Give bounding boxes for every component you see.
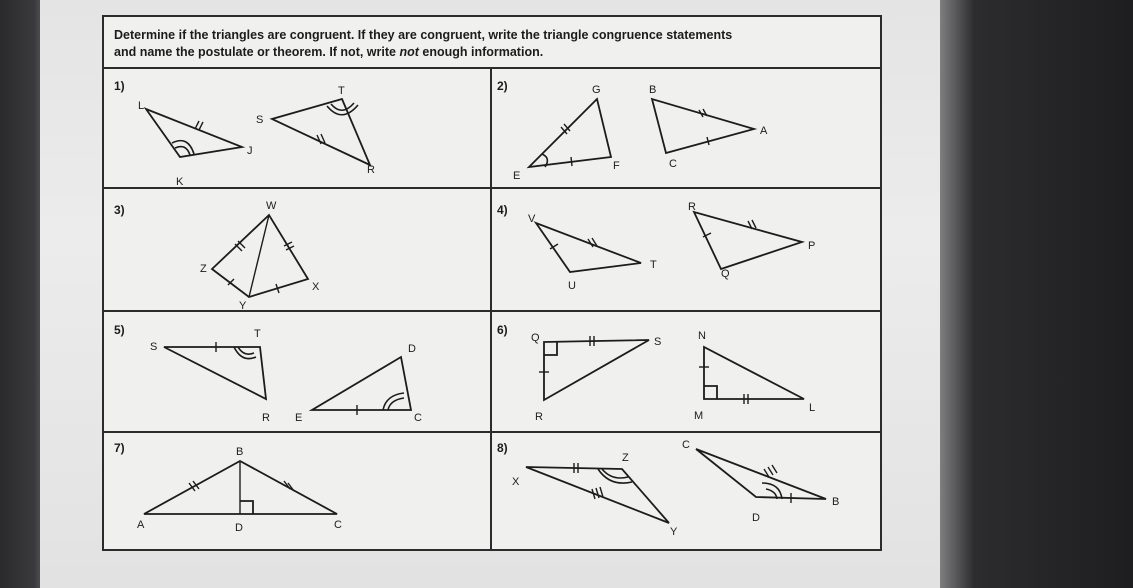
label-C: C — [682, 439, 690, 451]
label-B: B — [236, 446, 244, 458]
label-L: L — [809, 402, 816, 414]
label-S: S — [654, 336, 662, 348]
instructions-line-1: Determine if the triangles are congruent. If they are congruent, write the triangle congruence statements — [114, 28, 733, 42]
label-R: R — [535, 411, 543, 423]
problem-7-number: 7) — [114, 441, 125, 455]
triangle-figures — [104, 17, 884, 553]
label-C: C — [669, 158, 677, 170]
label-G: G — [592, 84, 601, 96]
problem-1-number: 1) — [114, 79, 125, 93]
label-D: D — [408, 343, 416, 355]
problem-1-figure — [138, 85, 375, 188]
problem-4-number: 4) — [497, 203, 508, 217]
label-L: L — [138, 100, 145, 112]
problem-2-number: 2) — [497, 79, 508, 93]
label-S: S — [256, 114, 264, 126]
label-D: D — [235, 522, 243, 534]
problem-6-figure — [531, 330, 815, 423]
problem-5-figure — [150, 328, 422, 424]
label-B: B — [649, 84, 657, 96]
label-K: K — [176, 176, 184, 188]
label-T: T — [650, 259, 657, 271]
instructions-line-2-italic: not — [399, 45, 419, 59]
label-D: D — [752, 512, 760, 524]
label-E: E — [513, 170, 521, 182]
label-A: A — [760, 125, 768, 137]
label-F: F — [613, 160, 620, 172]
label-Q: Q — [531, 332, 540, 344]
label-V: V — [528, 213, 536, 225]
label-M: M — [694, 410, 704, 422]
label-A: A — [137, 519, 145, 531]
label-W: W — [266, 200, 277, 212]
problem-3-number: 3) — [114, 203, 125, 217]
problem-4-figure — [528, 201, 815, 292]
label-B: B — [832, 496, 840, 508]
label-Z: Z — [622, 452, 629, 464]
label-N: N — [698, 330, 706, 342]
instructions-line-2-prefix: and name the postulate or theorem. If not, write — [114, 45, 400, 59]
label-S: S — [150, 341, 158, 353]
label-C: C — [414, 412, 422, 424]
label-U: U — [568, 280, 576, 292]
problem-8-number: 8) — [497, 441, 508, 455]
label-Q: Q — [721, 268, 730, 280]
label-Y: Y — [670, 526, 678, 538]
label-E: E — [295, 412, 303, 424]
problem-5-number: 5) — [114, 323, 125, 337]
problem-3-figure — [200, 200, 320, 312]
label-R: R — [367, 164, 375, 176]
label-Z: Z — [200, 263, 207, 275]
label-X: X — [512, 476, 520, 488]
problem-6-number: 6) — [497, 323, 508, 337]
label-T: T — [338, 85, 345, 97]
label-R: R — [688, 201, 696, 213]
label-R: R — [262, 412, 270, 424]
problem-8-figure — [512, 439, 839, 538]
label-T: T — [254, 328, 261, 340]
label-X: X — [312, 281, 320, 293]
worksheet — [102, 15, 882, 551]
label-J: J — [247, 145, 253, 157]
label-C: C — [334, 519, 342, 531]
label-P: P — [808, 240, 816, 252]
instructions-line-2-suffix: enough information. — [418, 45, 544, 59]
label-Y: Y — [239, 300, 247, 312]
problem-2-figure — [513, 84, 768, 182]
problem-7-figure — [137, 446, 342, 534]
